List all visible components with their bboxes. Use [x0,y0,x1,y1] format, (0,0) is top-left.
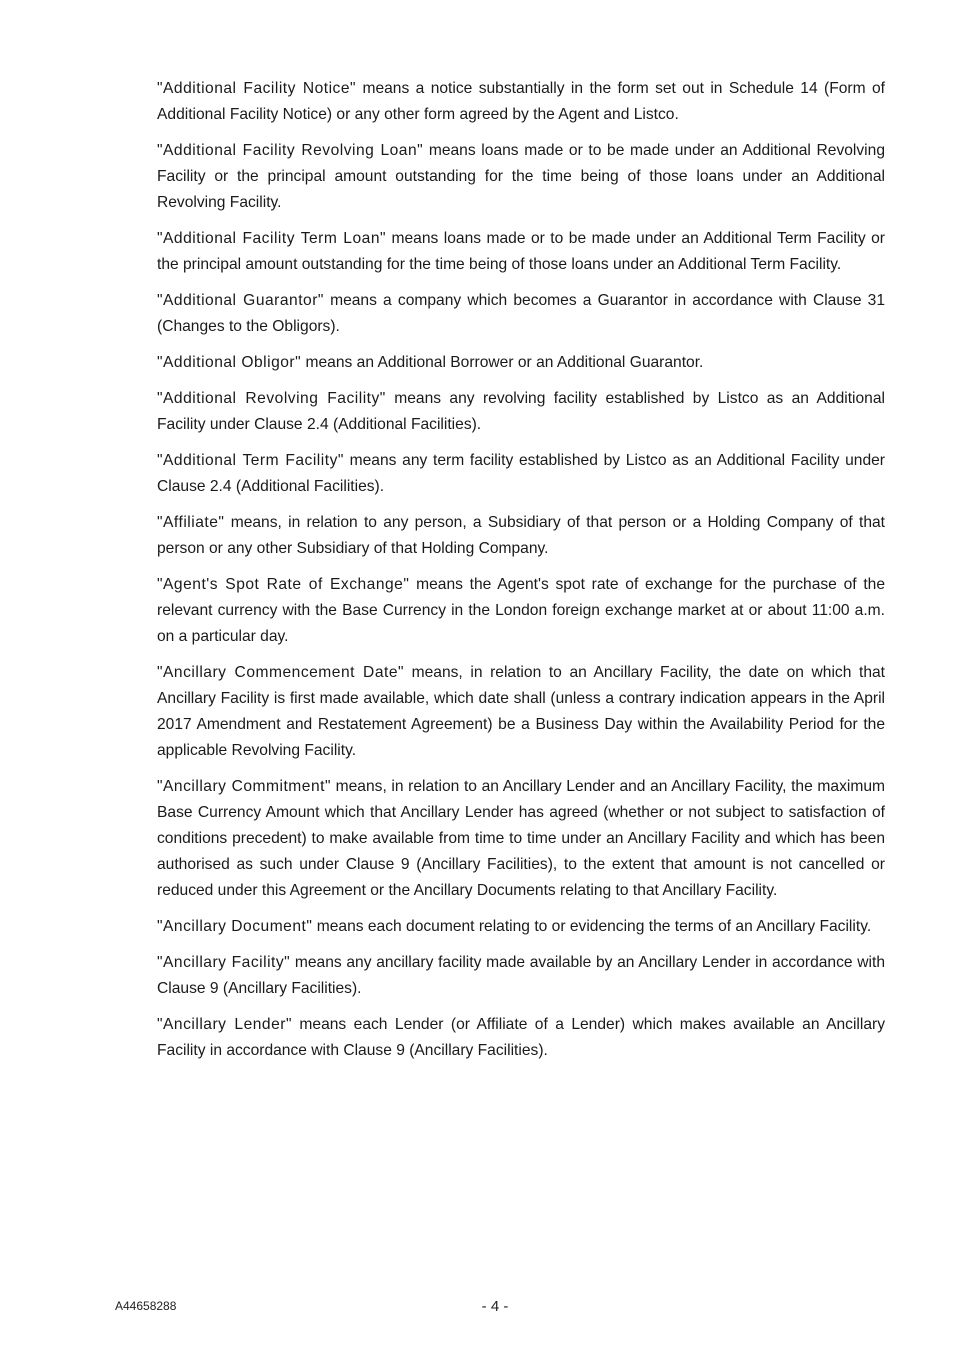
definition-paragraph [157,510,885,562]
definition-paragraph [157,288,885,340]
definition-paragraph [157,138,885,216]
definition-text: means, in relation to an Ancillary Lender and an Ancillary Facility, the maximum Base Currency Amount which that Ancillary Lender has agreed (whether or not subject to satisfaction of conditions precedent) to make available from time to time under an Ancillary Facility and which has been authorised as such under Clause 9 (Ancillary Facilities), to the extent that amount is not cancelled or reduced under this Agreement or the Ancillary Documents relating to that Ancillary Facility. [157,778,885,899]
definition-paragraph [157,448,885,500]
defined-term: "Additional Term Facility" [157,452,344,469]
definition-text: means, in relation to any person, a Subsidiary of that person or a Holding Company of that person or any other Subsidiary of that Holding Company. [157,514,885,557]
definition-text: means each Lender (or Affiliate of a Lender) which makes available an Ancillary Facility in accordance with Clause 9 (Ancillary Facilities). [157,1016,885,1059]
definition-text: means a company which becomes a Guarantor in accordance with Clause 31 (Changes to the Obligors). [157,292,885,335]
definition-paragraph [157,76,885,128]
definition-paragraph [157,660,885,764]
definition-text: means loans made or to be made under an Additional Revolving Facility or the principal amount outstanding for the time being of those loans under an Additional Revolving Facility. [157,142,885,211]
definition-paragraph [157,774,885,904]
defined-term: "Additional Revolving Facility" [157,390,386,407]
defined-term: "Affiliate" [157,514,225,531]
document-body [157,76,885,1074]
defined-term: "Agent's Spot Rate of Exchange" [157,576,410,593]
page-number: - 4 - [481,1298,509,1315]
definition-paragraph [157,914,885,940]
definition-text: means each document relating to or evidencing the terms of an Ancillary Facility. [312,918,872,935]
definition-text: means any term facility established by Listco as an Additional Facility under Clause 2.4 (Additional Facilities). [157,452,885,495]
definition-text: means the Agent's spot rate of exchange for the purchase of the relevant currency with the Base Currency in the London foreign exchange market at or about 11:00 a.m. on a particular day. [157,576,885,645]
defined-term: "Additional Facility Revolving Loan" [157,142,424,159]
definition-paragraph [157,350,885,376]
defined-term: "Ancillary Commitment" [157,778,332,795]
defined-term: "Additional Facility Notice" [157,80,357,97]
definition-paragraph [157,226,885,278]
definition-paragraph [157,950,885,1002]
definition-text: means, in relation to an Ancillary Facility, the date on which that Ancillary Facility is first made available, which date shall (unless a contrary indication appears in the April 2017 Amendment and Restatement Agreement) be a Business Day within the Availability Period for the applicable Revolving Facility. [157,664,885,759]
defined-term: "Ancillary Lender" [157,1016,292,1033]
definition-text: means any revolving facility established by Listco as an Additional Facility under Clause 2.4 (Additional Facilities). [157,390,885,433]
definition-paragraph [157,1012,885,1064]
defined-term: "Ancillary Facility" [157,954,291,971]
definition-text: means a notice substantially in the form set out in Schedule 14 (Form of Additional Facility Notice) or any other form agreed by the Agent and Listco. [157,80,885,123]
defined-term: "Ancillary Commencement Date" [157,664,405,681]
definition-paragraph [157,386,885,438]
definition-text: means loans made or to be made under an Additional Term Facility or the principal amount outstanding for the time being of those loans under an Additional Term Facility. [157,230,885,273]
defined-term: "Additional Obligor" [157,354,302,371]
definition-text: means any ancillary facility made available by an Ancillary Lender in accordance with Clause 9 (Ancillary Facilities). [157,954,885,997]
document-reference: A44658288 [115,1299,177,1313]
defined-term: "Ancillary Document" [157,918,313,935]
definition-paragraph [157,572,885,650]
defined-term: "Additional Facility Term Loan" [157,230,387,247]
defined-term: "Additional Guarantor" [157,292,324,309]
definition-text: means an Additional Borrower or an Additional Guarantor. [301,354,704,371]
